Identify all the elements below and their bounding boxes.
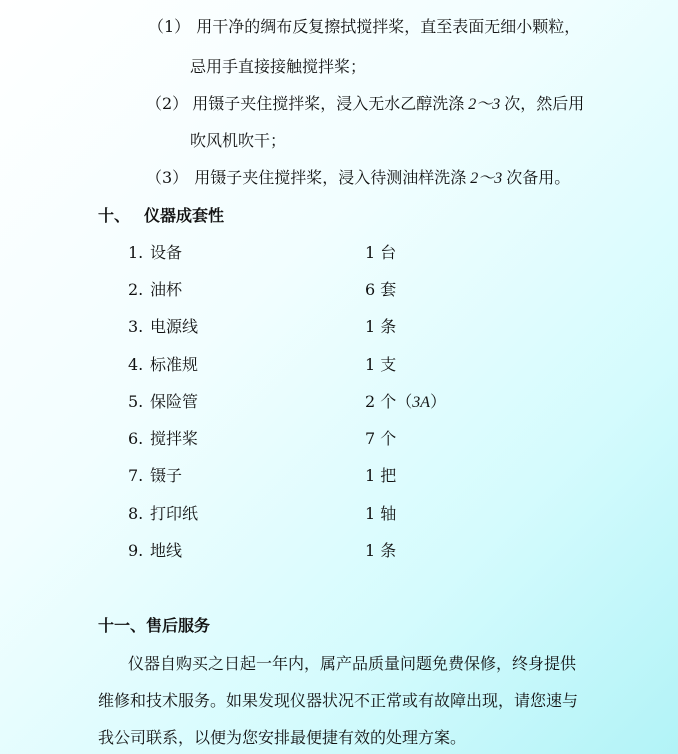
list-item xyxy=(128,355,528,375)
item-index: 9. xyxy=(128,541,144,560)
item-qty-close: ） xyxy=(430,392,447,411)
item-qty-spec: 3A xyxy=(412,394,431,411)
item-qty: 1 条 xyxy=(365,317,397,336)
step-1-text-cont: 忌用手直接接触搅拌桨； xyxy=(190,57,367,76)
list-item xyxy=(128,280,528,300)
step-2-range: 2～3 xyxy=(468,96,501,113)
step-3-line-1 xyxy=(146,168,570,189)
item-index: 5. xyxy=(128,392,144,411)
item-name: 打印纸 xyxy=(150,504,199,523)
step-1-text: 用干净的绸布反复擦拭搅拌桨，直至表面无细小颗粒， xyxy=(196,17,581,36)
step-3-text-a: 用镊子夹住搅拌桨，浸入待测油样洗涤 xyxy=(194,168,467,187)
list-item xyxy=(128,504,528,524)
item-name: 标准规 xyxy=(150,355,199,374)
step-2-line-1 xyxy=(146,94,584,115)
item-qty: 6 套 xyxy=(365,280,397,299)
item-qty xyxy=(365,392,446,413)
item-qty: 1 把 xyxy=(365,466,397,485)
item-name: 搅拌桨 xyxy=(150,429,199,448)
item-name: 保险管 xyxy=(150,392,199,411)
section-10-heading xyxy=(98,206,224,226)
item-index: 8. xyxy=(128,504,144,523)
item-index: 4. xyxy=(128,355,144,374)
item-index: 2. xyxy=(128,280,144,299)
item-name: 地线 xyxy=(150,541,183,560)
item-qty-count: 2 个（ xyxy=(365,392,413,411)
item-qty: 1 支 xyxy=(365,355,397,374)
item-qty: 7 个 xyxy=(365,429,397,448)
item-qty: 1 台 xyxy=(365,243,397,262)
item-index: 1. xyxy=(128,243,144,262)
item-index: 6. xyxy=(128,429,144,448)
section-10-title: 仪器成套性 xyxy=(144,206,225,225)
section-11-paragraph-line-3: 我公司联系，以便为您安排最便捷有效的处理方案。 xyxy=(98,728,467,747)
step-3-marker: （3） xyxy=(146,168,189,187)
step-3-range: 2～3 xyxy=(470,170,503,187)
section-10-number: 十、 xyxy=(98,206,131,225)
section-11-paragraph-line-1: 仪器自购买之日起一年内，属产品质量问题免费保修，终身提供 xyxy=(128,654,577,673)
item-index: 7. xyxy=(128,466,144,485)
step-2-text-b: 次，然后用 xyxy=(504,94,585,113)
step-1-line-2 xyxy=(190,57,366,77)
item-name: 电源线 xyxy=(150,317,199,336)
step-3-text-b: 次备用。 xyxy=(506,168,571,187)
section-11-heading: 十一、售后服务 xyxy=(98,616,211,635)
list-item xyxy=(128,466,528,486)
section-11-paragraph-line-2: 维修和技术服务。如果发现仪器状况不正常或有故障出现，请您速与 xyxy=(98,691,579,710)
item-name: 设备 xyxy=(150,243,183,262)
step-2-marker: （2） xyxy=(146,94,189,113)
step-2-line-2 xyxy=(190,131,286,151)
item-name: 油杯 xyxy=(150,280,183,299)
list-item xyxy=(128,243,528,263)
step-1-marker: （1） xyxy=(148,17,191,36)
list-item xyxy=(128,541,528,561)
item-qty: 1 轴 xyxy=(365,504,397,523)
list-item xyxy=(128,392,528,412)
item-name: 镊子 xyxy=(150,466,183,485)
item-index: 3. xyxy=(128,317,144,336)
step-1-line-1 xyxy=(148,17,580,37)
step-2-text-a: 用镊子夹住搅拌桨，浸入无水乙醇洗涤 xyxy=(192,94,465,113)
list-item xyxy=(128,429,528,449)
step-2-text-cont: 吹风机吹干； xyxy=(190,131,287,150)
item-qty: 1 条 xyxy=(365,541,397,560)
list-item xyxy=(128,317,528,337)
